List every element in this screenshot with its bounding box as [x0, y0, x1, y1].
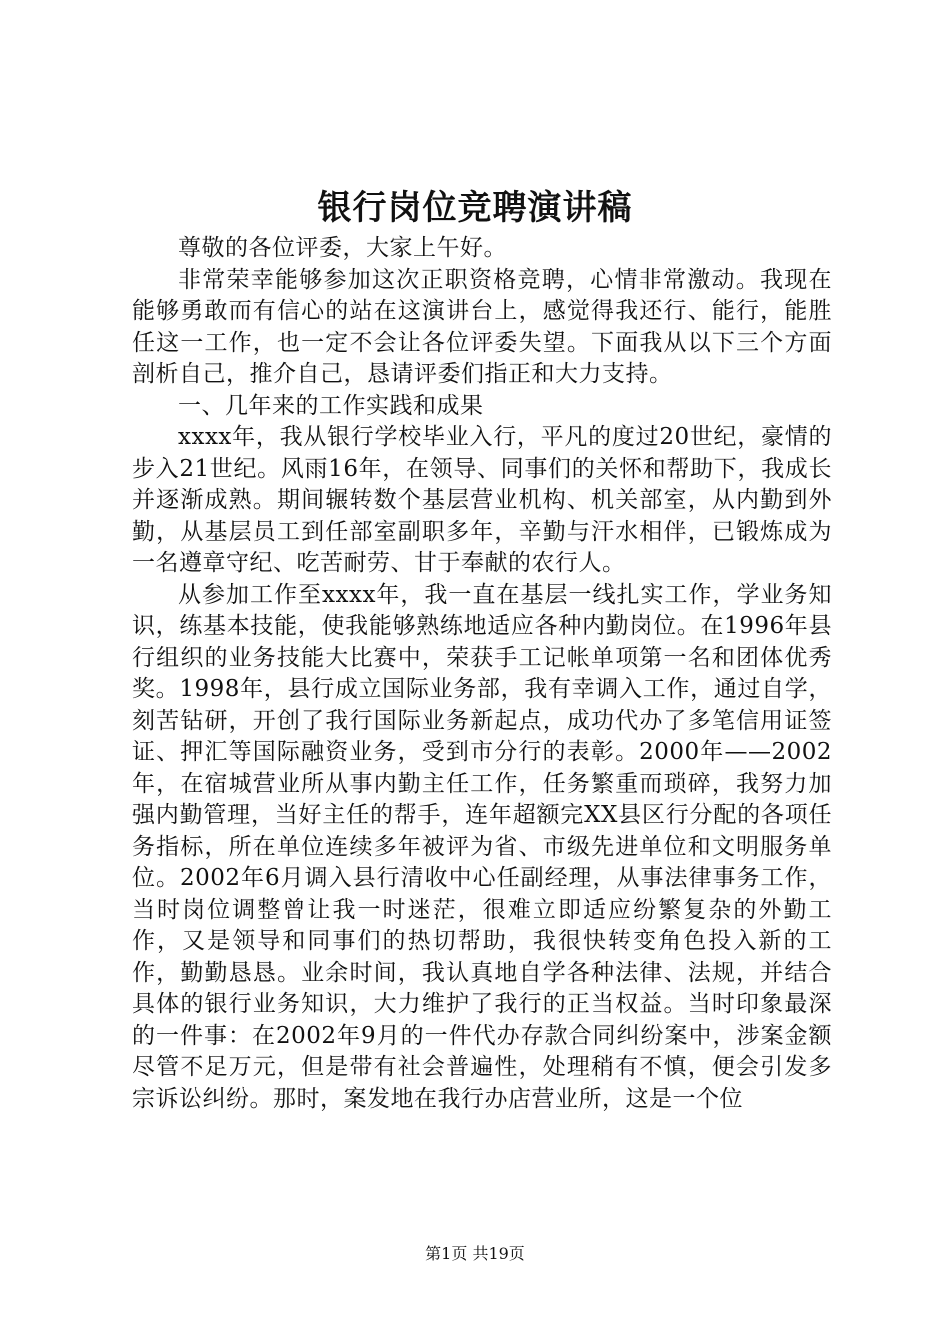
- paragraph-greeting: 尊敬的各位评委，大家上午好。: [178, 235, 507, 261]
- paragraph-work-history: 从参加工作至xxxx年，我一直在基层一线扎实工作，学业务知识，练基本技能，使我能够熟练地适应各种内勤岗位。在1996年县行组织的业务技能大比赛中，荣获手工记帐单项第一名和团体优秀奖。1998年，县行成立国际业务部，我有幸调入工作，通过自学，刻苦钻研，开创了我行国际业务新起点，成功代办了多笔信用证签证、押汇等国际融资业务，受到市分行的表彰。2000年——2002年，在宿城营业所从事内勤主任工作，任务繁重而琐碎，我努力加强内勤管理，当好主任的帮手，连年超额完XX县区行分配的各项任务指标，所在单位连续多年被评为省、市级先进单位和文明服务单位。2002年6月调入县行清收中心任副经理，从事法律事务工作，当时岗位调整曾让我一时迷茫，很难立即适应纷繁复杂的外勤工作，又是领导和同事们的热切帮助，我很快转变角色投入新的工作，勤勤恳恳。业余时间，我认真地自学各种法律、法规，并结合具体的银行业务知识，大力维护了我行的正当权益。当时印象最深的一件事：在2002年9月的一件代办存款合同纠纷案中，涉案金额尽管不足万元，但是带有社会普遍性，处理稍有不慎，便会引发多宗诉讼纠纷。那时，案发地在我行办店营业所，这是一个位: [132, 581, 832, 1112]
- paragraph-career-overview: xxxx年，我从银行学校毕业入行，平凡的度过20世纪，豪情的步入21世纪。风雨16年，在领导、同事们的关怀和帮助下，我成长并逐渐成熟。期间辗转数个基层营业机构、机关部室，从内勤到外勤，从基层员工到任部室副职多年，辛勤与汗水相伴，已锻炼成为一名遵章守纪、吃苦耐劳、甘于奉献的农行人。: [132, 424, 832, 576]
- document-body: [132, 233, 832, 1115]
- page-number-footer: 第1页 共19页: [425, 1244, 525, 1263]
- paragraph-introduction: 非常荣幸能够参加这次正职资格竞聘，心情非常激动。我现在能够勇敢而有信心的站在这演讲台上，感觉得我还行、能行，能胜任这一工作，也一定不会让各位评委失望。下面我从以下三个方面剖析自己，推介自己，恳请评委们指正和大力支持。: [132, 266, 832, 387]
- section-heading: 一、几年来的工作实践和成果: [178, 392, 484, 419]
- document-title: 银行岗位竞聘演讲稿: [317, 188, 633, 228]
